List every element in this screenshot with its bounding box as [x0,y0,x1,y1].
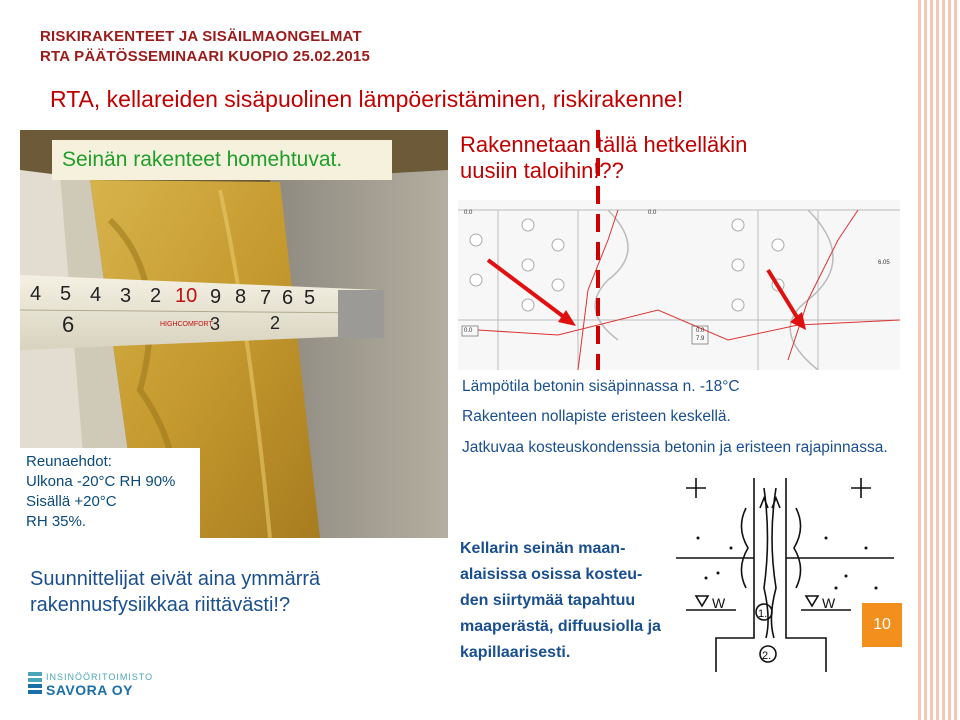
slide-title: RTA, kellareiden sisäpuolinen lämpöeristäminen, riskirakenne! [50,86,684,112]
svg-text:10: 10 [175,285,198,307]
conditions-rh: RH 35%. [26,513,87,530]
svg-text:2: 2 [150,285,162,307]
note-temperature: Lämpötila betonin sisäpinnassa n. -18°C [462,378,740,395]
svg-text:2: 2 [270,313,281,333]
diagram-title [460,132,747,184]
svg-text:8: 8 [235,286,247,308]
diag-label-5: 0.0 [696,328,705,334]
photo-caption: Seinän rakenteet homehtuvat. [52,140,392,180]
conditions-inside: Sisällä +20°C [26,493,117,510]
diag-label-4: 0.0 [464,328,473,334]
svg-text:6: 6 [62,312,75,337]
logo-top-text: INSINÖÖRITOIMISTO [46,672,154,682]
designer-note-line-1: Suunnittelijat eivät aina ymmärrä [30,568,321,590]
diag-label-3: 6.05 [878,260,890,266]
diag-label-1: 0.0 [464,210,473,216]
decorative-stripes [918,0,960,720]
basement-line-4: maaperästä, diffuusiolla ja [460,618,661,635]
basement-line-5: kapillaarisesti. [460,644,571,661]
diag-label-2: 0.0 [648,210,657,216]
note-condensation: Jatkuvaa kosteuskondenssia betonin ja eristeen rajapinnassa. [462,439,888,456]
logo-main-text: SAVORA OY [46,682,133,698]
basement-line-2: alaisissa osissa kosteu- [460,566,643,583]
logo-mark-icon [28,672,42,696]
svg-text:5: 5 [304,287,316,309]
svg-text:4: 4 [30,283,42,305]
basement-line-1: Kellarin seinän maan- [460,540,626,557]
svg-text:6: 6 [282,287,294,309]
svg-text:7: 7 [260,287,272,309]
svg-text:5: 5 [60,283,72,305]
svg-text:4: 4 [90,284,102,306]
header-line-1: RISKIRAKENTEET JA SISÄILMAONGELMAT [40,28,362,45]
diagram-title-line-2: uusiin taloihin!?? [460,158,624,183]
designer-note-line-2: rakennusfysiikkaa riittävästi!? [30,594,291,616]
basement-line-3: den siirtymää tapahtuu [460,592,636,609]
diagram-title-line-1: Rakennetaan tällä hetkelläkin [460,132,748,157]
conditions-outside: Ulkona -20°C RH 90% [26,473,176,490]
marker-2: 2. [762,650,772,662]
designer-note [30,566,320,618]
basement-note [460,536,661,666]
header-line-2: RTA PÄÄTÖSSEMINAARI KUOPIO 25.02.2015 [40,48,370,65]
conditions-heading: Reunaehdot: [26,453,112,470]
page-number-badge: 10 [862,603,902,647]
svg-text:9: 9 [210,286,222,308]
marker-1: 1. [758,608,768,620]
water-label-left: W [712,595,726,611]
svg-text:3: 3 [120,285,132,307]
svg-text:3: 3 [210,314,221,334]
boundary-conditions [20,448,200,540]
note-zero-point: Rakenteen nollapiste eristeen keskellä. [462,408,731,425]
diag-label-6: 7.9 [696,336,705,342]
water-label-right: W [822,595,836,611]
tape-brand-label: HIGHCOMFORT [160,321,213,328]
